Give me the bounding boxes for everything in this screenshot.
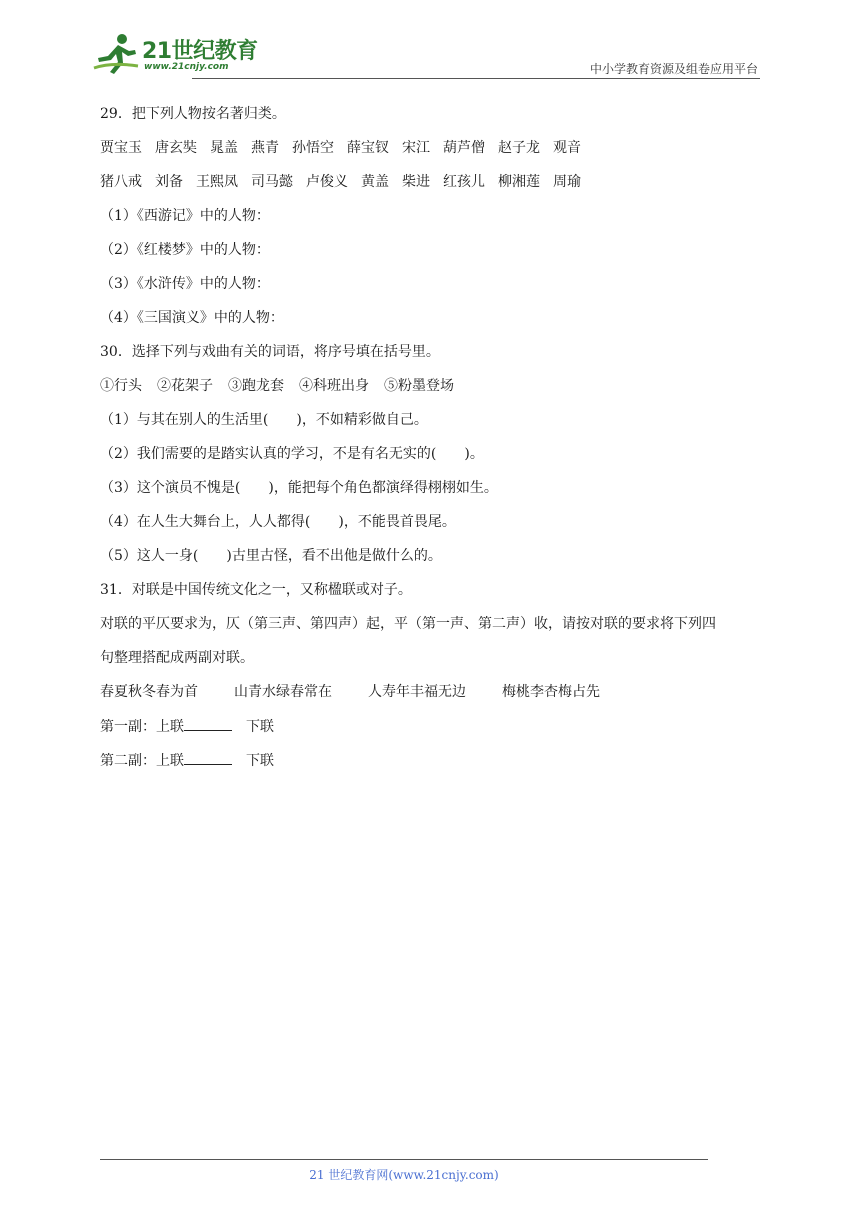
name-item: 贾宝玉 [100,140,142,156]
phrase-item: 人寿年丰福无边 [368,684,466,700]
runner-logo-icon [92,32,140,76]
q31-pair-2 [100,750,274,770]
q30-item-4: （4）在人生大舞台上，人人都得( )，不能畏首畏尾。 [100,514,456,530]
q29-item-2: （2）《红楼梦》中的人物： [100,242,270,258]
name-item: 观音 [553,140,581,156]
name-item: 宋江 [402,140,430,156]
option-item: ⑤粉墨登场 [384,378,454,394]
phrase-item: 春夏秋冬春为首 [100,684,198,700]
q29-names-row1 [100,138,594,158]
page-header [92,30,760,80]
pair1-upper-label: 第一副：上联 [100,719,184,735]
name-item: 红孩儿 [443,174,485,190]
name-item: 葫芦僧 [443,140,485,156]
q30-item-5: （5）这人一身( )古里古怪，看不出他是做什么的。 [100,548,442,564]
q30-options [100,376,469,396]
logo-url: www.21cnjy.com [144,62,229,72]
q29-names-row2 [100,172,594,192]
q31-pair-1 [100,716,274,736]
pair2-lower-label: 下联 [246,753,274,769]
option-item: ③跑龙套 [228,378,284,394]
name-item: 黄盖 [361,174,389,190]
option-item: ①行头 [100,378,142,394]
q29-title: 29．把下列人物按名著归类。 [100,106,286,122]
q31-desc-line2: 句整理搭配成两副对联。 [100,650,254,666]
pair1-lower-label: 下联 [246,719,274,735]
name-item: 刘备 [155,174,183,190]
logo [92,30,292,78]
pair2-upper-blank[interactable] [184,750,232,765]
footer-divider [100,1159,708,1160]
pair1-upper-blank[interactable] [184,716,232,731]
name-item: 唐玄奘 [155,140,197,156]
name-item: 柳湘莲 [498,174,540,190]
footer-link[interactable]: 21 世纪教育网(www.21cnjy.com) [309,1168,499,1182]
name-item: 周瑜 [553,174,581,190]
pair2-upper-label: 第二副：上联 [100,753,184,769]
q30-item-3: （3）这个演员不愧是( )，能把每个角色都演绎得栩栩如生。 [100,480,498,496]
name-item: 猪八戒 [100,174,142,190]
q31-desc-line1: 对联的平仄要求为，仄（第三声、第四声）起，平（第一声、第二声）收，请按对联的要求将下列四 [100,616,716,632]
q31-phrases [100,682,600,702]
header-divider [192,78,760,79]
name-item: 薛宝钗 [347,140,389,156]
name-item: 卢俊义 [306,174,348,190]
q30-item-1: （1）与其在别人的生活里( )，不如精彩做自己。 [100,412,428,428]
phrase-item: 山青水绿春常在 [234,684,332,700]
name-item: 赵子龙 [498,140,540,156]
name-item: 孙悟空 [292,140,334,156]
option-item: ②花架子 [157,378,213,394]
logo-text: 21世纪教育 [142,39,258,64]
name-item: 晁盖 [210,140,238,156]
q30-title: 30．选择下列与戏曲有关的词语，将序号填在括号里。 [100,344,440,360]
phrase-item: 梅桃李杏梅占先 [502,684,600,700]
platform-title: 中小学教育资源及组卷应用平台 [589,62,758,76]
q29-item-1: （1）《西游记》中的人物： [100,208,270,224]
name-item: 燕青 [251,140,279,156]
name-item: 柴进 [402,174,430,190]
q29-item-3: （3）《水浒传》中的人物： [100,276,270,292]
name-item: 王熙凤 [196,174,238,190]
q31-title: 31．对联是中国传统文化之一，又称楹联或对子。 [100,582,412,598]
option-item: ④科班出身 [299,378,369,394]
q30-item-2: （2）我们需要的是踏实认真的学习，不是有名无实的( )。 [100,446,484,462]
q29-item-4: （4）《三国演义》中的人物： [100,310,284,326]
name-item: 司马懿 [251,174,293,190]
